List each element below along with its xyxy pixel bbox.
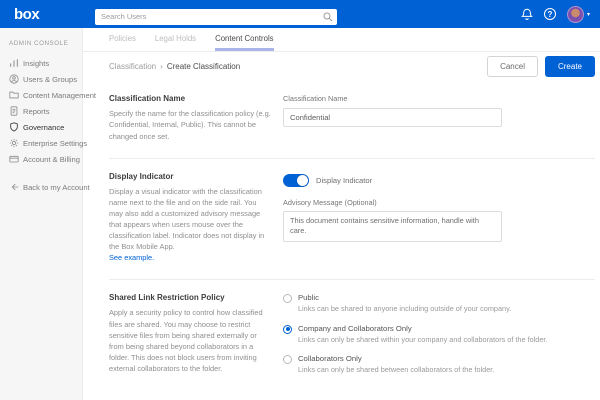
toolbar xyxy=(83,52,600,81)
sidebar-item-reports[interactable] xyxy=(0,103,82,119)
sidebar-item-label: Enterprise Settings xyxy=(23,138,88,148)
display-description-text: Display a visual indicator with the classification name next to the file and on the side rail. You may also add a customized advisory message that appears when users mouse over the classification label. Indicator does not display in the Box Mobile App. xyxy=(109,186,265,252)
breadcrumb-current: Create Classification xyxy=(166,62,241,72)
see-example-link[interactable]: See example. xyxy=(109,253,155,263)
classification-name-label: Classification Name xyxy=(283,94,348,104)
tab-bar xyxy=(83,28,600,52)
section-description xyxy=(109,186,271,264)
topbar xyxy=(0,0,600,28)
gear-icon xyxy=(9,138,19,148)
section-shared-link-policy xyxy=(109,280,595,400)
radio-description: Links can be shared to anyone including outside of your company. xyxy=(298,304,512,314)
bar-chart-icon xyxy=(9,58,19,68)
box-logo: box xyxy=(14,5,40,23)
section-classification-name xyxy=(109,81,595,158)
back-arrow-icon xyxy=(9,182,19,192)
radio-label: Company and Collaborators Only xyxy=(298,323,412,333)
main-content xyxy=(83,28,600,400)
sidebar-item-governance[interactable] xyxy=(0,119,82,135)
billing-card-icon xyxy=(9,154,19,164)
sidebar-header: ADMIN CONSOLE xyxy=(9,40,69,47)
create-classification-form xyxy=(83,81,600,400)
radio-button[interactable] xyxy=(283,325,292,334)
sidebar-item-users-groups[interactable] xyxy=(0,71,82,87)
breadcrumb xyxy=(109,62,240,71)
search-input[interactable] xyxy=(95,9,337,25)
section-title: Classification Name xyxy=(109,94,186,104)
advisory-message-label: Advisory Message (Optional) xyxy=(283,197,377,207)
back-to-account-label: Back to my Account xyxy=(23,182,90,192)
sidebar-item-label: Insights xyxy=(23,58,50,68)
sidebar xyxy=(0,28,97,400)
sidebar-item-label: Content Management xyxy=(23,90,97,100)
folder-icon xyxy=(9,90,19,100)
classification-name-input[interactable] xyxy=(283,108,502,127)
radio-label: Public xyxy=(298,293,319,303)
radio-option-public[interactable] xyxy=(283,293,595,314)
sidebar-item-label: Reports xyxy=(23,106,50,116)
notifications-bell-icon[interactable] xyxy=(521,8,533,21)
radio-button[interactable] xyxy=(283,355,292,364)
radio-label: Collaborators Only xyxy=(298,353,362,363)
breadcrumb-classification[interactable]: Classification xyxy=(109,62,157,72)
section-title: Display Indicator xyxy=(109,171,174,181)
sidebar-item-account-billing[interactable] xyxy=(0,151,82,167)
shield-icon xyxy=(9,122,19,132)
sidebar-item-label: Governance xyxy=(23,122,65,132)
radio-description: Links can only be shared within your company and collaborators of the folder. xyxy=(298,334,548,344)
sidebar-item-insights[interactable] xyxy=(0,55,82,71)
tab-legal-holds[interactable]: Legal Holds xyxy=(154,34,197,44)
back-to-account-link[interactable] xyxy=(0,179,90,195)
cancel-button[interactable]: Cancel xyxy=(487,56,538,77)
display-indicator-toggle[interactable] xyxy=(283,174,309,187)
search-bar xyxy=(95,6,337,22)
display-indicator-toggle-label: Display Indicator xyxy=(316,175,373,185)
sidebar-item-enterprise-settings[interactable] xyxy=(0,135,88,151)
report-icon xyxy=(9,106,19,116)
section-description: Apply a security policy to control how classified files are shared. You may choose to restrict sensitive files from being shared externally or from being shared beyond collaborators in a folder. This does not block users from inviting external collaborators to the folder. xyxy=(109,308,263,373)
radio-option-company-collaborators[interactable] xyxy=(283,324,595,345)
radio-option-collaborators-only[interactable] xyxy=(283,354,595,375)
advisory-message-textarea[interactable] xyxy=(283,211,502,242)
sidebar-item-content-management[interactable] xyxy=(0,87,97,103)
section-display-indicator xyxy=(109,159,595,281)
user-icon xyxy=(9,74,19,84)
section-title: Shared Link Restriction Policy xyxy=(109,293,225,303)
search-icon xyxy=(323,9,333,27)
sidebar-item-label: Account & Billing xyxy=(23,154,80,164)
radio-description: Links can only be shared between collaborators of the folder. xyxy=(298,364,495,374)
section-description: Specify the name for the classification policy (e.g. Confidential, Internal, Public). This cannot be changed once set. xyxy=(109,109,271,141)
tab-content-controls[interactable]: Content Controls xyxy=(215,34,274,51)
avatar[interactable] xyxy=(567,6,584,23)
account-menu[interactable] xyxy=(567,6,590,23)
chevron-down-icon: ▾ xyxy=(586,11,590,18)
sidebar-item-label: Users & Groups xyxy=(23,74,78,84)
radio-button[interactable] xyxy=(283,294,292,303)
create-button[interactable]: Create xyxy=(545,56,595,77)
tab-policies[interactable]: Policies xyxy=(109,34,136,44)
help-icon[interactable]: ? xyxy=(544,8,556,20)
toggle-knob xyxy=(297,175,308,186)
breadcrumb-separator: › xyxy=(160,62,163,72)
